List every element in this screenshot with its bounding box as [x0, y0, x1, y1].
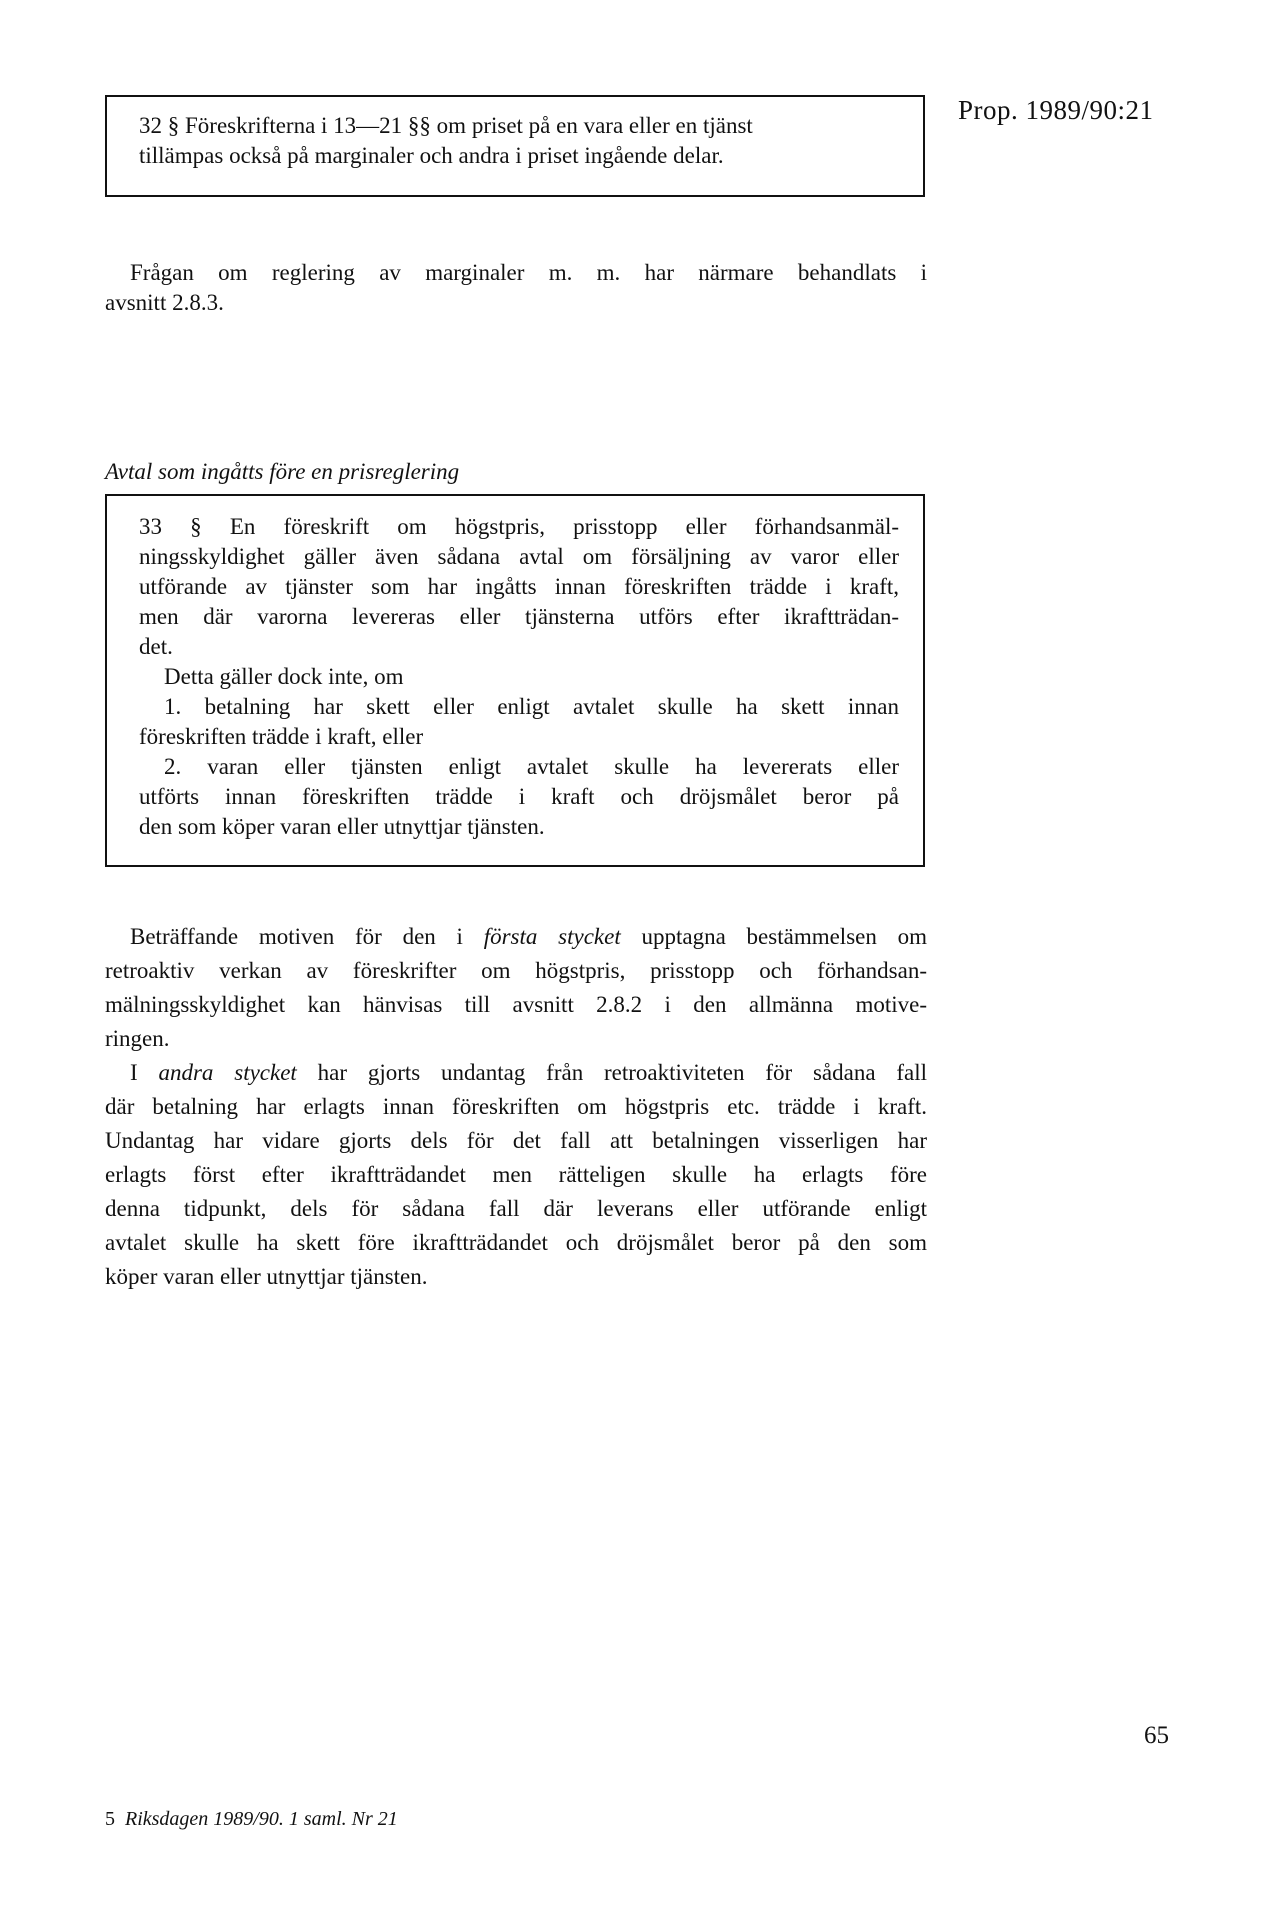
body-p2-line-2: där betalning har erlagts innan föreskriften om högstpris etc. trädde i kraft.	[105, 1094, 927, 1119]
body-p2-line-7: köper varan eller utnyttjar tjänsten.	[105, 1264, 428, 1289]
section-33-line-2: ningsskyldighet gäller även sådana avtal om försäljning av varor eller	[139, 544, 899, 569]
body-p2-line-1: I andra stycket har gjorts undantag från retroaktiviteten för sådana fall	[130, 1060, 927, 1085]
page-number: 65	[1144, 1722, 1169, 1749]
paragraph-fragan-line-1: Frågan om reglering av marginaler m. m. har närmare behandlats i	[130, 260, 927, 285]
section-33-line-10: utförts innan föreskriften trädde i kraft och dröjsmålet beror på	[139, 784, 899, 809]
section-heading: Avtal som ingåtts före en prisreglering	[105, 459, 460, 484]
body-p2-line-4: erlagts först efter ikraftträdandet men rätteligen skulle ha erlagts före	[105, 1162, 927, 1187]
section-32-line-2: tillämpas också på marginaler och andra i priset ingående delar.	[139, 143, 724, 168]
section-33-line-3: utförande av tjänster som har ingåtts innan föreskriften trädde i kraft,	[139, 574, 899, 599]
section-33-line-8: föreskriften trädde i kraft, eller	[139, 724, 424, 749]
section-33-line-4: men där varorna levereras eller tjänsterna utförs efter ikraftträdan-	[139, 604, 899, 629]
footer: 5 Riksdagen 1989/90. 1 saml. Nr 21	[105, 1808, 398, 1830]
section-33-line-11: den som köper varan eller utnyttjar tjänsten.	[139, 814, 545, 839]
section-32-line-1: 32 § Föreskrifterna i 13—21 §§ om priset på en vara eller en tjänst	[139, 113, 753, 138]
body-p2-line-6: avtalet skulle ha skett före ikraftträdandet och dröjsmålet beror på den som	[105, 1230, 927, 1255]
section-33-box	[105, 494, 925, 867]
section-33-line-6: Detta gäller dock inte, om	[164, 664, 404, 689]
body-p2-line-3: Undantag har vidare gjorts dels för det fall att betalningen visserligen har	[105, 1128, 927, 1153]
section-33-line-9: 2. varan eller tjänsten enligt avtalet skulle ha levererats eller	[164, 754, 899, 779]
body-p1-line-2: retroaktiv verkan av föreskrifter om högstpris, prisstopp och förhandsan-	[105, 958, 927, 983]
body-p2-line-5: denna tidpunkt, dels för sådana fall där leverans eller utförande enligt	[105, 1196, 927, 1221]
section-32-box	[105, 95, 925, 197]
paragraph-fragan-line-2: avsnitt 2.8.3.	[105, 290, 224, 315]
section-33-line-1: 33 § En föreskrift om högstpris, prisstopp eller förhandsanmäl-	[139, 514, 899, 539]
body-p1-line-4: ringen.	[105, 1026, 170, 1051]
prop-number: Prop. 1989/90:21	[958, 95, 1154, 125]
section-33-line-7: 1. betalning har skett eller enligt avtalet skulle ha skett innan	[164, 694, 899, 719]
section-33-line-5: det.	[139, 634, 173, 659]
body-p1-line-3: mälningsskyldighet kan hänvisas till avsnitt 2.8.2 i den allmänna motive-	[105, 992, 927, 1017]
body-p1-line-1: Beträffande motiven för den i första stycket upptagna bestämmelsen om	[130, 924, 927, 949]
